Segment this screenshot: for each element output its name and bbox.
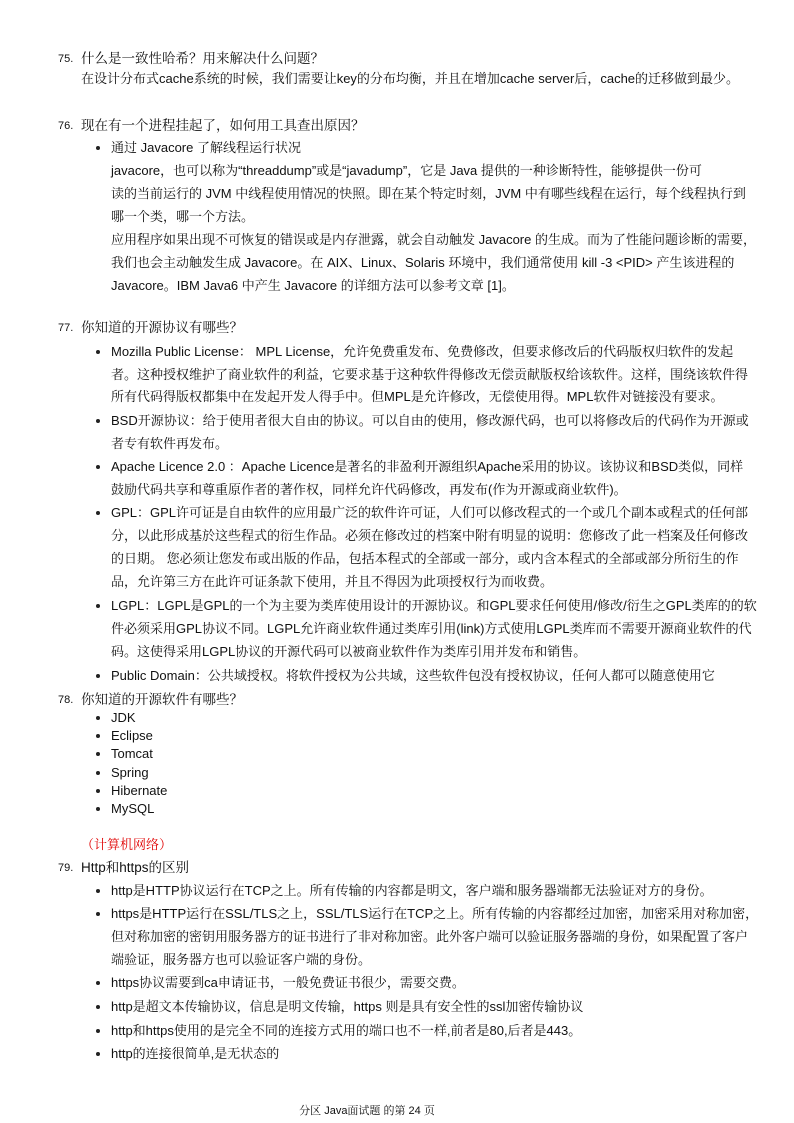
list-item-text: Mozilla Public License： MPL License，允许免费重发布、免费修改，但要求修改后的代码版权归软件的发起 [111, 344, 734, 359]
bullet-icon [96, 912, 100, 916]
list-item-text: Javacore。IBM Java6 中产生 Javacore 的详细方法可以参考文章 [1]。 [111, 278, 515, 293]
bullet-icon [96, 716, 100, 720]
list-item-text: GPL：GPL许可证是自由软件的应用最广泛的软件许可证，人们可以修改程式的一个或几个副本或程式的任何部 [111, 505, 749, 520]
bullet-icon [96, 511, 100, 515]
list-item-text: BSD开源协议：给于使用者很大自由的协议。可以自由的使用，修改源代码，也可以将修改后的代码作为开源或 [111, 413, 749, 428]
list-item-text: 者专有软件再发布。 [111, 436, 229, 451]
list-item-text: 码。这使得采用LGPL协议的开源代码可以被商业软件作为类库引用并发布和销售。 [111, 644, 587, 659]
list-item-text: http的连接很简单,是无状态的 [111, 1046, 280, 1061]
question-number: 78. [58, 694, 74, 706]
answer-text: 在设计分布式cache系统的时候，我们需要让key的分布均衡，并且在增加cache server后，cache的迁移做到最少。 [81, 71, 740, 86]
question-heading: 你知道的开源软件有哪些？ [81, 692, 243, 707]
list-item-text: Apache Licence 2.0 ：Apache Licence是著名的非盈利开源组织Apache采用的协议。该协议和BSD类似，同样 [111, 459, 744, 474]
list-item-text: 哪一个类，哪一个方法。 [111, 209, 255, 224]
bullet-icon [96, 752, 100, 756]
list-item-text: 者。这种授权维护了商业软件的利益，它要求基于这种软件得修改无偿贡献版权给该软件。这样，围绕该软件得 [111, 367, 749, 382]
bullet-icon [96, 350, 100, 354]
question-number: 77. [58, 322, 74, 334]
bullet-icon [96, 146, 100, 150]
bullet-icon [96, 1029, 100, 1033]
list-item-text: 但对称加密的密钥用服务器方的证书进行了非对称加密。此外客户端可以验证服务器端的身份，如果配置了客户 [111, 929, 749, 944]
question-heading: 现在有一个进程挂起了，如何用工具查出原因？ [81, 118, 365, 133]
list-item-text: Spring [111, 765, 149, 780]
question-number: 75. [58, 53, 74, 65]
list-item-text: 件必须采用GPL协议不同。LGPL允许商业软件通过类库引用(link)方式使用LGPL类库而不需要开源商业软件的代 [111, 621, 752, 636]
bullet-icon [96, 674, 100, 678]
list-item-text: http和https使用的是完全不同的连接方式用的端口也不一样,前者是80,后者是443。 [111, 1023, 582, 1038]
list-item-text: https协议需要到ca申请证书，一般免费证书很少，需要交费。 [111, 975, 465, 990]
list-item-text: 鼓励代码共享和尊重原作者的著作权，同样允许代码修改，再发布(作为开源或商业软件)。 [111, 482, 627, 497]
list-item-text: javacore，也可以称为“threaddump”或是“javadump”，它是 Java 提供的一种诊断特性，能够提供一份可 [111, 163, 702, 178]
question-heading: 什么是一致性哈希？用来解决什么问题？ [81, 51, 324, 66]
bullet-icon [96, 1005, 100, 1009]
list-item-text: LGPL：LGPL是GPL的一个为主要为类库使用设计的开源协议。和GPL要求任何使用/修改/衍生之GPL类库的的软 [111, 598, 757, 613]
list-item-text: http是HTTP协议运行在TCP之上。所有传输的内容都是明文，客户端和服务器端都无法验证对方的身份。 [111, 883, 713, 898]
list-item-text: JDK [111, 710, 136, 725]
list-item-text: Hibernate [111, 783, 168, 798]
list-item-text: 读的当前运行的 JVM 中线程使用情况的快照。即在某个特定时刻，JVM 中有哪些线程在运行，每个线程执行到 [111, 186, 746, 201]
list-item-text: http是超文本传输协议，信息是明文传输，https 则是具有安全性的ssl加密传输协议 [111, 999, 584, 1014]
footer-text: 分区 Java面试题 的第 24 页 [299, 1105, 435, 1117]
question-heading: 你知道的开源协议有哪些？ [81, 320, 243, 335]
list-item-text: 所有代码得版权都集中在发起开发人得手中。但MPL是允许修改，无偿使用得。MPL软件对链接没有要求。 [111, 389, 724, 404]
bullet-icon [96, 771, 100, 775]
list-item-text: https是HTTP运行在SSL/TLS之上，SSL/TLS运行在TCP之上。所有传输的内容都经过加密，加密采用对称加密， [111, 906, 759, 921]
question-heading: Http和https的区别 [81, 860, 190, 875]
list-item-text: 分，以此形成基於这些程式的衍生作品。必须在修改过的档案中附有明显的说明：您修改了此一档案及任何修改 [111, 528, 749, 543]
section-label: （计算机网络） [81, 837, 173, 852]
list-item-text: 的日期。 您必须让您发布或出版的作品，包括本程式的全部或一部分，或内含本程式的全部或部分所衍生的作 [111, 551, 739, 566]
bullet-icon [96, 604, 100, 608]
page-footer [0, 1102, 794, 1118]
bullet-icon [96, 981, 100, 985]
list-item-text: Tomcat [111, 746, 153, 761]
bullet-icon [96, 419, 100, 423]
question-number: 79. [58, 862, 74, 874]
list-item-text: 通过 Javacore 了解线程运行状况 [111, 140, 301, 155]
list-item-text: Public Domain：公共域授权。将软件授权为公共域，这些软件包没有授权协议，任何人都可以随意使用它 [111, 668, 715, 683]
list-item-text: 我们也会主动触发生成 Javacore。在 AIX、Linux、Solaris 环境中，我们通常使用 kill -3 <PID> 产生该进程的 [111, 255, 735, 270]
bullet-icon [96, 465, 100, 469]
bullet-icon [96, 734, 100, 738]
bullet-icon [96, 1052, 100, 1056]
list-item-text: Eclipse [111, 728, 153, 743]
bullet-icon [96, 789, 100, 793]
bullet-icon [96, 889, 100, 893]
list-item-text: MySQL [111, 801, 155, 816]
list-item-text: 应用程序如果出现不可恢复的错误或是内存泄露，就会自动触发 Javacore 的生成。而为了性能问题诊断的需要， [111, 232, 756, 247]
bullet-icon [96, 807, 100, 811]
question-number: 76. [58, 120, 74, 132]
list-item-text: 品，允许第三方在此许可证条款下使用，并且不得因为此项授权行为而收费。 [111, 574, 554, 589]
list-item-text: 端验证，服务器方也可以验证客户端的身份。 [111, 952, 372, 967]
